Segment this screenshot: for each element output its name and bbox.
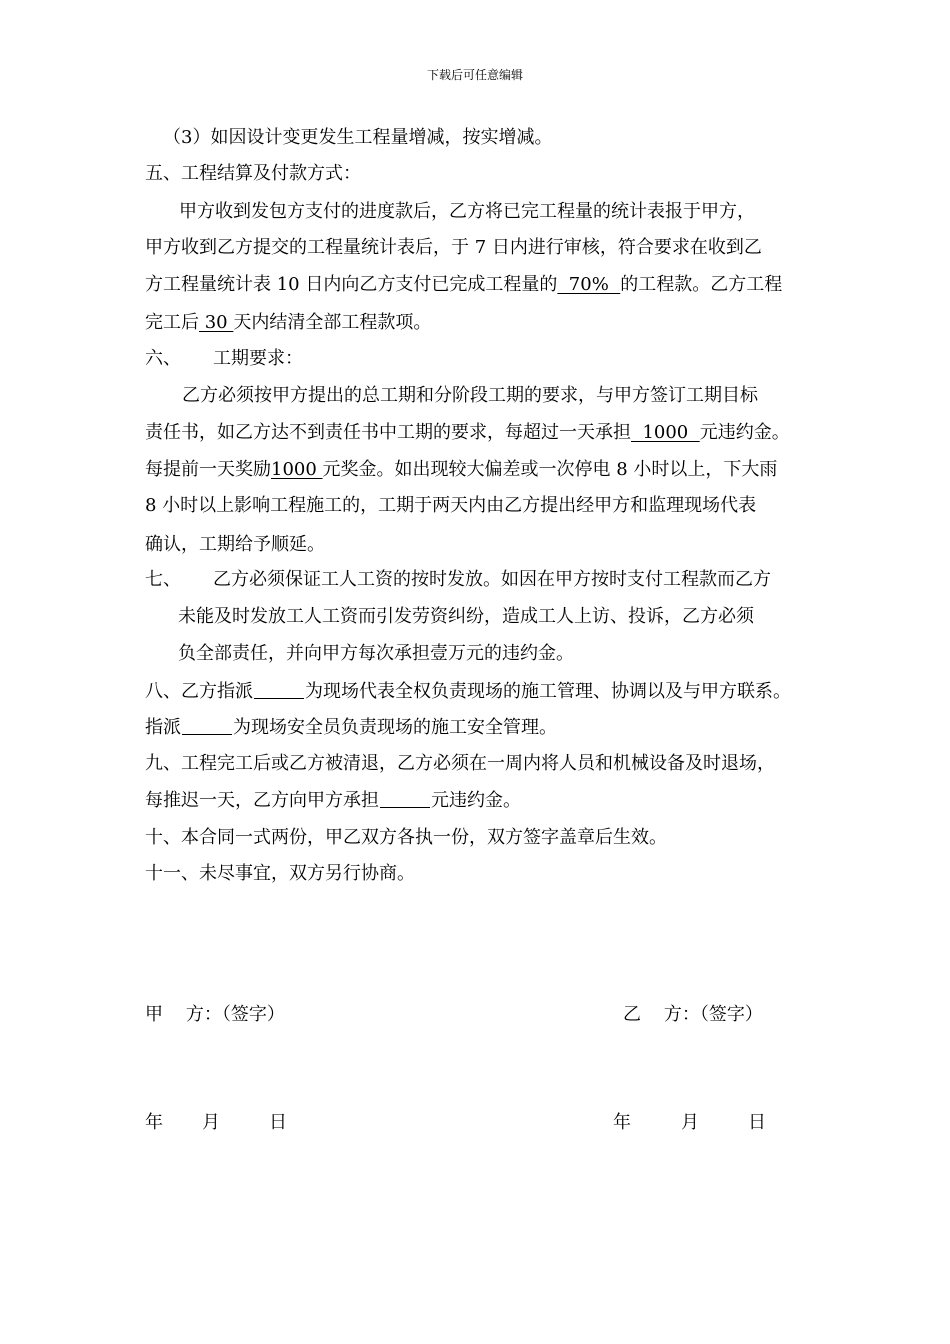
- safety-officer-blank: [182, 716, 232, 735]
- page-header: 下载后可任意编辑: [426, 68, 523, 82]
- text: 工期要求：: [213, 348, 303, 369]
- text: 元违约金。: [431, 790, 521, 811]
- text: 天内结清全部工程款项。: [233, 312, 432, 333]
- text: 元奖金。如出现较大偏差或一次停电 8 小时以上，下大雨: [322, 459, 778, 480]
- section-5-line-2: 甲方收到乙方提交的工程量统计表后，于 7 日内进行审核，符合要求在收到乙: [145, 237, 762, 258]
- section-7-line-3: 负全部责任，并向甲方每次承担壹万元的违约金。: [178, 643, 574, 664]
- text: 指派: [145, 717, 181, 738]
- section-9-line-1: 九、工程完工后或乙方被清退，乙方必须在一周内将人员和机械设备及时退场，: [145, 753, 775, 774]
- section-6-title: [145, 347, 303, 371]
- representative-blank: [254, 680, 304, 699]
- party-a-day: 日: [269, 1112, 287, 1133]
- clause-4-3: （3）如因设计变更发生工程量增减，按实增减。: [163, 127, 553, 148]
- party-a-year: 年: [145, 1112, 163, 1133]
- section-9-line-2: [145, 789, 521, 813]
- section-6-line-2: [145, 421, 790, 445]
- text: 方工程量统计表 10 日内向乙方支付已完成工程量的: [145, 274, 558, 295]
- settlement-days: 30: [199, 312, 234, 333]
- text: 完工后: [145, 312, 199, 333]
- section-5-line-4: [145, 311, 431, 335]
- bonus-amount: 1000: [271, 459, 323, 480]
- payment-percent: 70%: [557, 274, 621, 295]
- section-8-line-1: [145, 680, 791, 704]
- party-a-signature: 甲 方：（签字）: [145, 1004, 285, 1025]
- section-7-line-2: 未能及时发放工人工资而引发劳资纠纷，造成工人上访、投诉，乙方必须: [178, 606, 754, 627]
- text: 六、: [145, 348, 181, 369]
- section-5-line-1: 甲方收到发包方支付的进度款后，乙方将已完工程量的统计表报于甲方，: [179, 201, 755, 222]
- party-a-month: 月: [202, 1112, 220, 1133]
- text: 八、乙方指派: [145, 681, 253, 702]
- party-b-year: 年: [613, 1112, 631, 1133]
- text: 每推迟一天，乙方向甲方承担: [145, 790, 379, 811]
- text: 为现场安全员负责现场的施工安全管理。: [233, 717, 557, 738]
- party-b-signature: 乙 方：（签字）: [623, 1004, 763, 1025]
- text: 乙方必须保证工人工资的按时发放。如因在甲方按时支付工程款而乙方: [213, 569, 771, 590]
- section-10: 十、本合同一式两份，甲乙双方各执一份，双方签字盖章后生效。: [145, 827, 667, 848]
- section-6-line-5: 确认，工期给予顺延。: [145, 534, 325, 555]
- section-6-line-1: 乙方必须按甲方提出的总工期和分阶段工期的要求，与甲方签订工期目标: [182, 385, 758, 406]
- penalty-amount: 1000: [631, 422, 700, 443]
- text: 元违约金。: [699, 422, 790, 443]
- text: 七、: [145, 569, 181, 590]
- section-8-line-2: [145, 716, 557, 740]
- section-6-line-3: [145, 458, 777, 482]
- section-7-line-1: [145, 568, 771, 592]
- text: 的工程款。乙方工程: [620, 274, 783, 295]
- section-11: 十一、未尽事宜，双方另行协商。: [145, 863, 415, 884]
- text: 为现场代表全权负责现场的施工管理、协调以及与甲方联系。: [305, 681, 791, 702]
- text: 每提前一天奖励: [145, 459, 271, 480]
- party-b-day: 日: [748, 1112, 766, 1133]
- section-5-line-3: [145, 273, 782, 297]
- section-5-title: 五、工程结算及付款方式：: [145, 163, 361, 184]
- section-6-line-4: 8 小时以上影响工程施工的，工期于两天内由乙方提出经甲方和监理现场代表: [145, 495, 757, 516]
- delay-penalty-blank: [380, 789, 430, 808]
- text: 责任书，如乙方达不到责任书中工期的要求，每超过一天承担: [145, 422, 631, 443]
- party-b-month: 月: [681, 1112, 699, 1133]
